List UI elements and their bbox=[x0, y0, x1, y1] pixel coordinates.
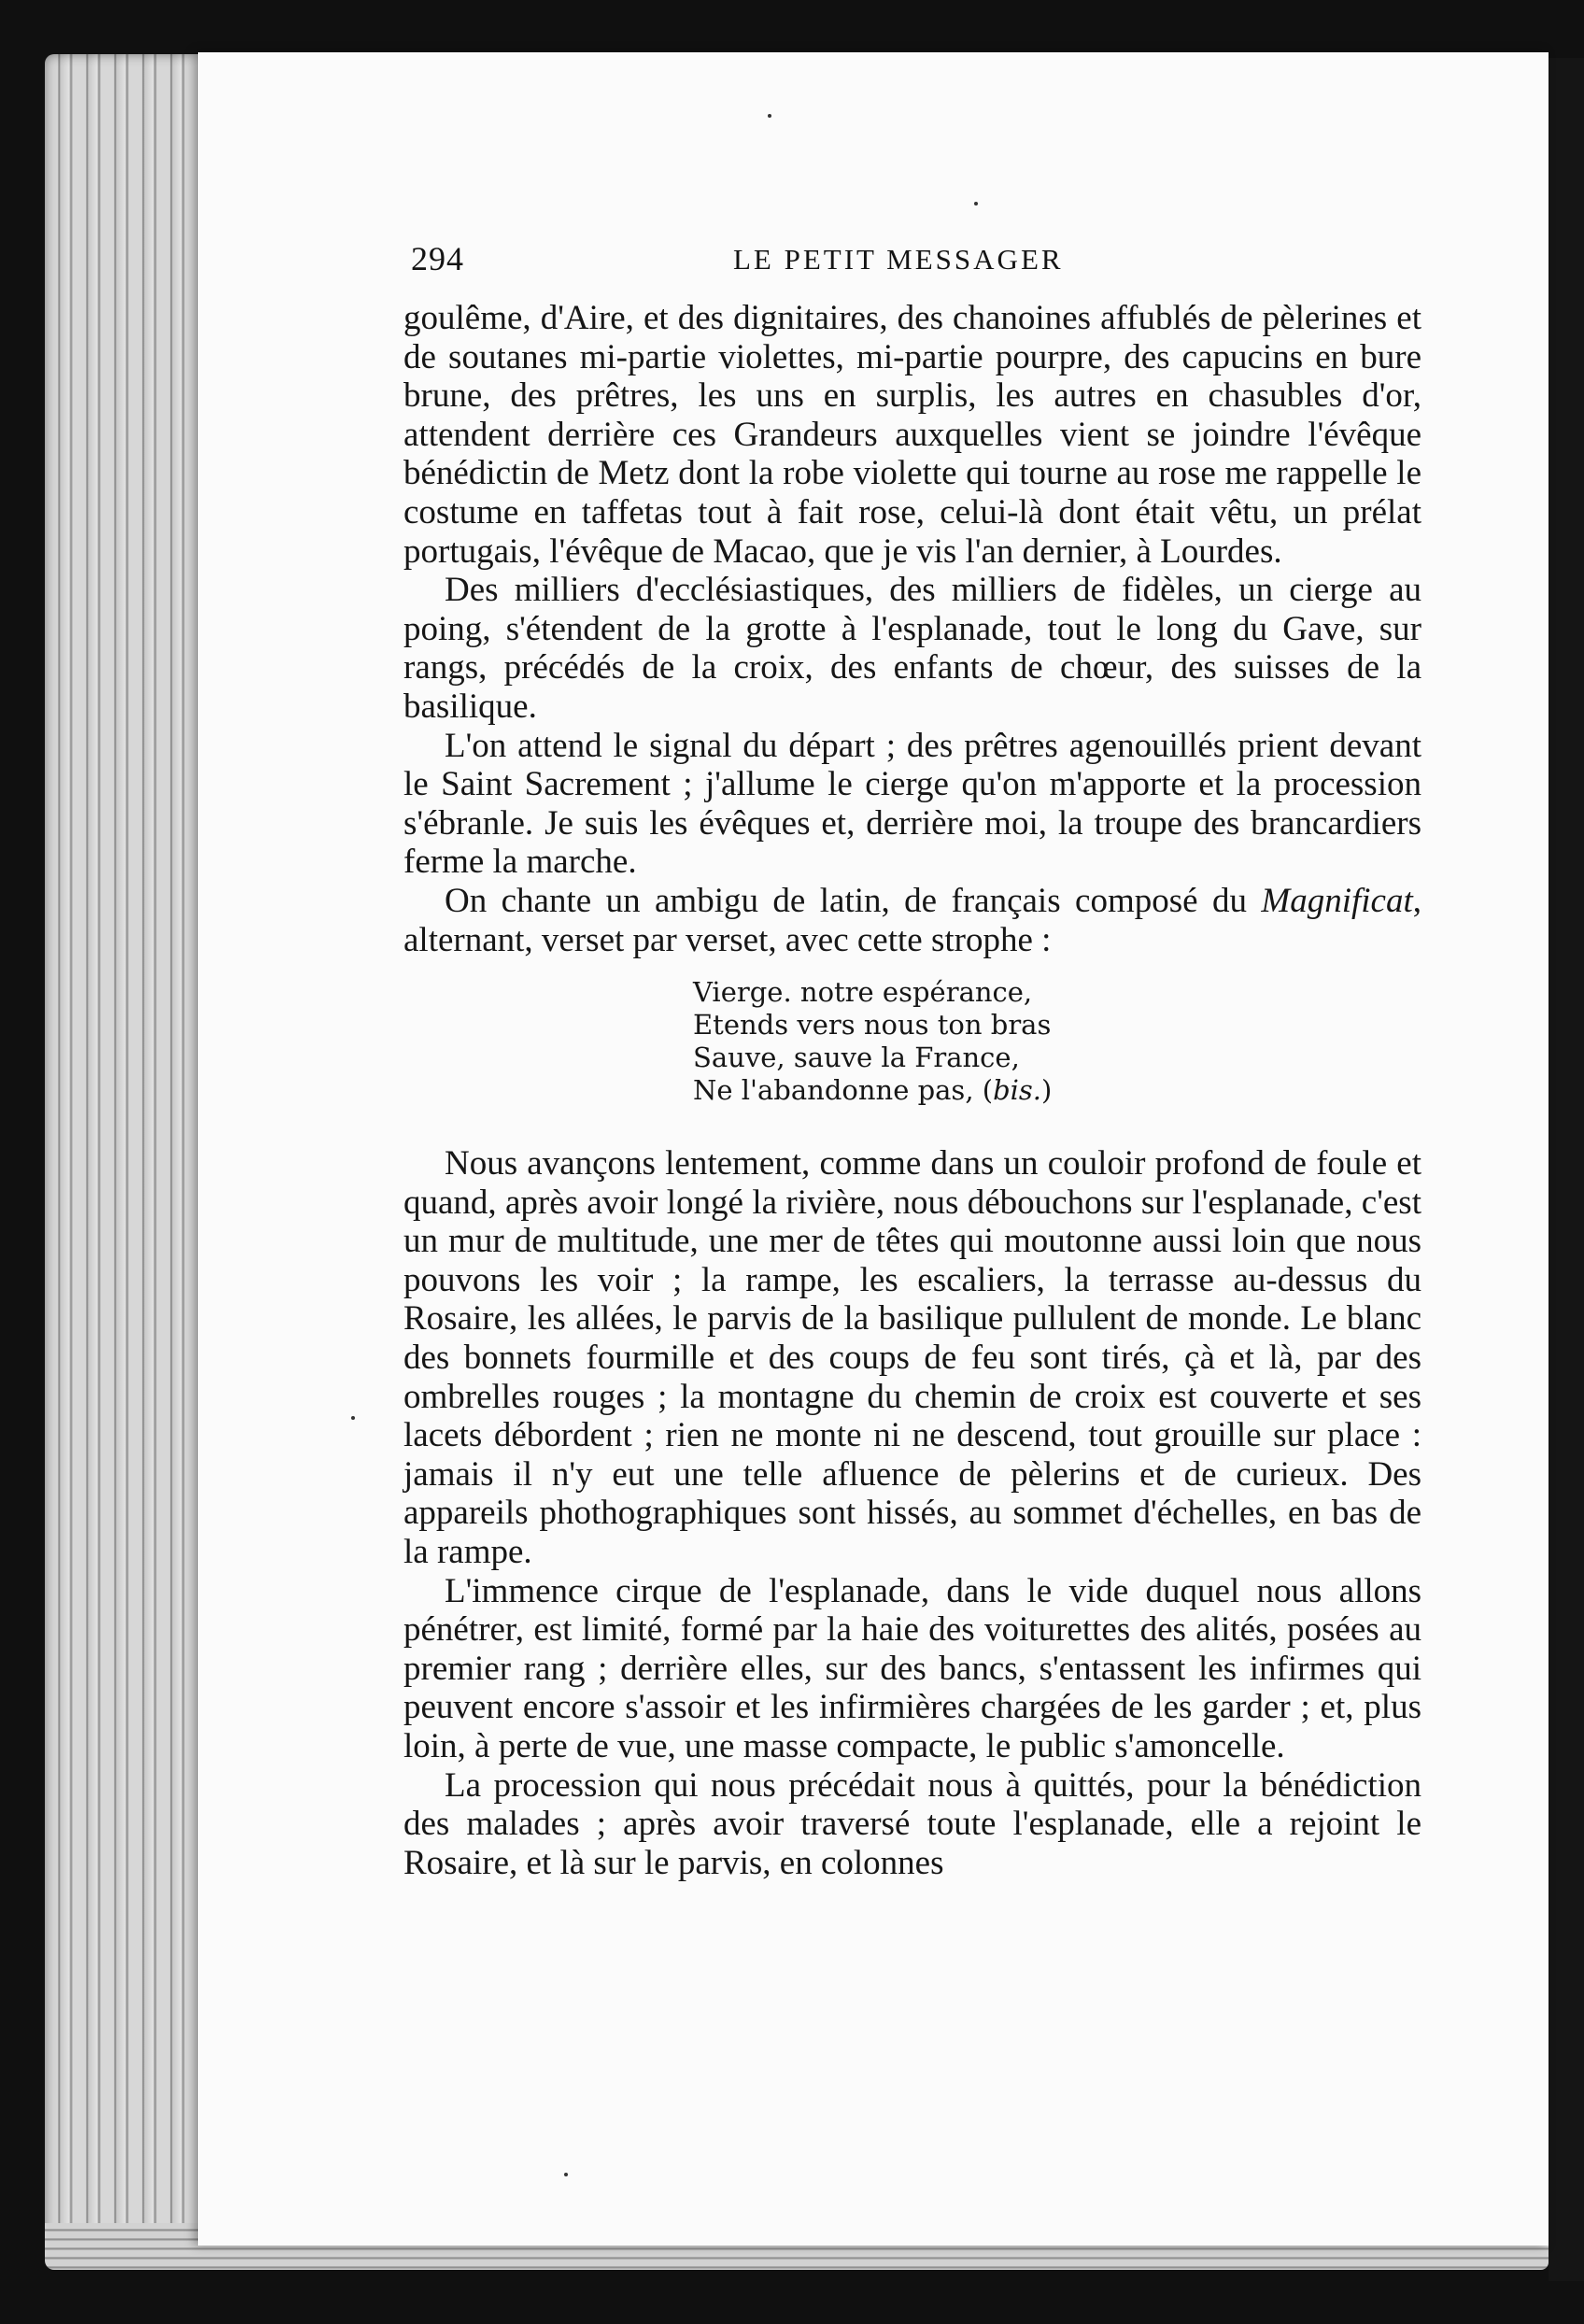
verse-line bbox=[693, 1074, 1421, 1107]
verse-text: ) bbox=[1041, 1074, 1053, 1107]
book-gutter bbox=[1549, 58, 1584, 2281]
page-number: 294 bbox=[411, 240, 464, 277]
page-speck bbox=[974, 202, 978, 205]
verse-block bbox=[693, 976, 1421, 1107]
paragraph: Des milliers d'ecclésiastiques, des milliers de fidèles, un cierge au poing, s'étendent de la grotte à l'esplanade, tout le long du Gave, sur rangs, précédés de la croix, des enfants de chœur, des suisses de la basilique. bbox=[403, 571, 1421, 726]
verse-line: Vierge. notre espérance, bbox=[693, 976, 1033, 1009]
verse-line: Etends vers nous ton bras bbox=[693, 1009, 1052, 1042]
body-text bbox=[403, 299, 1421, 1882]
paragraph: L'on attend le signal du départ ; des prêtres agenouillés prient devant le Saint Sacrement ; j'allume le cierge qu'on m'apporte et la procession s'ébranle. Je suis les évêques et, derrière moi, la troupe des brancardiers ferme la marche. bbox=[403, 726, 1421, 882]
paragraph-text: , alternant, verset par verset, avec cette strophe : bbox=[403, 881, 1421, 959]
paragraph: Nous avançons lentement, comme dans un couloir profond de foule et quand, après avoir longé la rivière, nous débouchons sur l'esplanade, c'est un mur de multitude, une mer de têtes qui moutonne aussi loin que nous pouvons les voir ; la rampe, les escaliers, la terrasse au-dessus du Rosaire, les allées, le parvis de la basilique pullulent de monde. Le blanc des bonnets fourmille et des coups de feu sont tirés, çà et là, par des ombrelles rouges ; la montagne du chemin de croix est couverte et ses lacets débordent ; rien ne monte ni ne descend, tout grouille sur place : jamais il n'y eut une telle afluence de pèlerins et de curieux. Des appareils phothographiques sont hissés, au sommet d'échelles, en bas de la rampe. bbox=[403, 1144, 1421, 1572]
page-edges bbox=[45, 54, 222, 2257]
page-speck bbox=[768, 114, 771, 118]
page-speck bbox=[564, 2173, 568, 2176]
page-speck bbox=[351, 1416, 355, 1420]
verse-italic: bis. bbox=[993, 1074, 1042, 1107]
running-head: LE PETIT MESSAGER bbox=[733, 243, 1064, 276]
italic-title: Magnificat bbox=[1261, 881, 1413, 920]
page-header bbox=[411, 239, 1410, 282]
verse-text: Ne l'abandonne pas, ( bbox=[693, 1074, 994, 1107]
verse-line: Sauve, sauve la France, bbox=[693, 1042, 1020, 1074]
paragraph: L'immence cirque de l'esplanade, dans le vide duquel nous allons pénétrer, est limité, formé par la haie des voiturettes des alités, posées au premier rang ; derrière elles, sur des bancs, s'entassent les infirmes qui peuvent encore s'assoir et les infirmières chargées de les garder ; et, plus loin, à perte de vue, une masse compacte, le public s'amoncelle. bbox=[403, 1571, 1421, 1765]
paragraph-text: On chante un ambigu de latin, de français composé du bbox=[445, 881, 1262, 920]
paragraph: La procession qui nous précédait nous à quittés, pour la bénédiction des malades ; après avoir traversé toute l'esplanade, elle a rejoint le Rosaire, et là sur le parvis, en colonnes bbox=[403, 1765, 1421, 1882]
paragraph bbox=[403, 882, 1421, 959]
paragraph: goulême, d'Aire, et des dignitaires, des chanoines affublés de pèlerines et de soutanes mi-partie violettes, mi-partie pourpre, des capucins en bure brune, des prêtres, les uns en surplis, les autres en chasubles d'or, attendent derrière ces Grandeurs auxquelles vient se joindre l'évêque bénédictin de Metz dont la robe violette qui tourne au rose me rappelle le costume en taffetas tout à fait rose, celui-là dont était vêtu, un prélat portugais, l'évêque de Macao, que je vis l'an dernier, à Lourdes. bbox=[403, 299, 1421, 571]
